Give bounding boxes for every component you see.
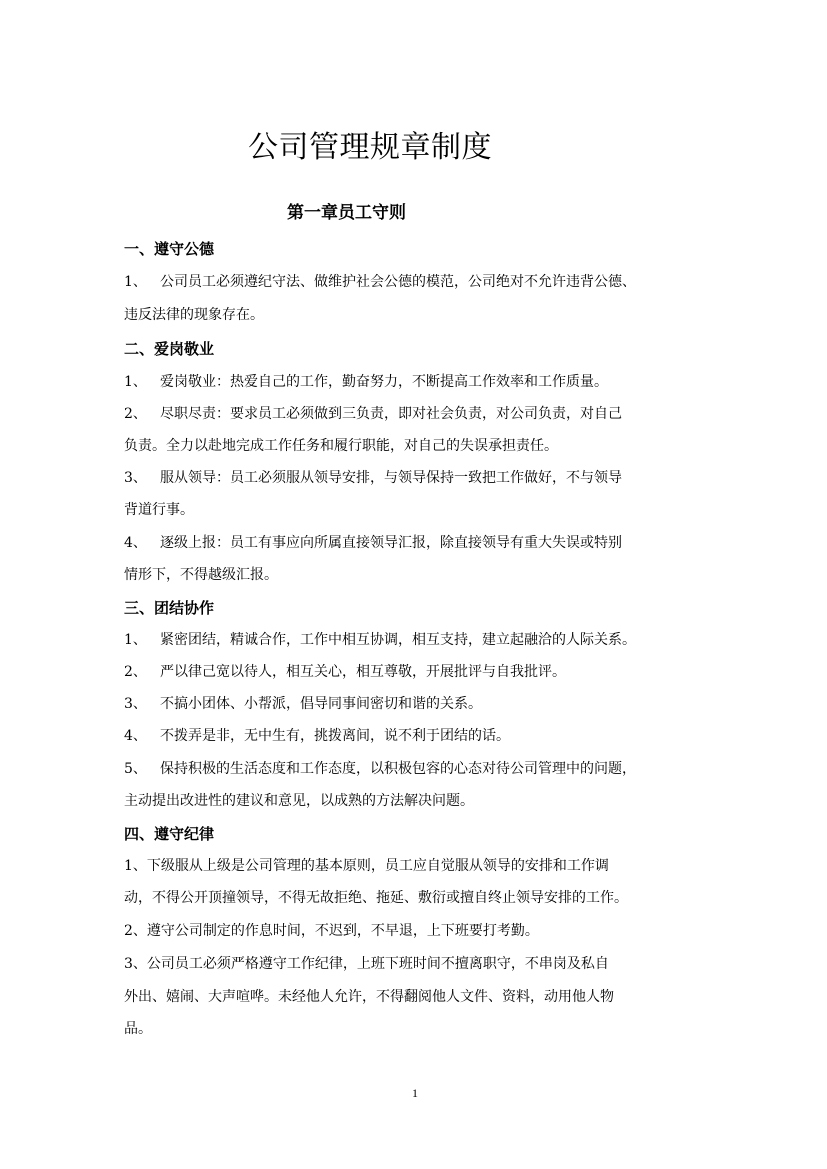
item-number: 1、 <box>124 632 147 648</box>
item-number: 3、 <box>124 470 147 486</box>
item-number: 5、 <box>124 761 147 777</box>
section-heading: 二、爱岗敬业 <box>124 340 215 358</box>
item-text: 服从领导：员工必须服从领导安排，与领导保持一致把工作做好，不与领导 <box>160 470 622 486</box>
item-text: 公司员工必须遵纪守法、做维护社会公德的模范，公司绝对不允许违背公德、 <box>160 274 636 290</box>
paragraph-line <box>124 757 706 781</box>
paragraph-line: 外出、嬉闹、大声喧哗。未经他人允许，不得翻阅他人文件、资料，动用他人物 <box>124 989 614 1005</box>
item-number: 4、 <box>124 535 147 551</box>
item-text: 尽职尽责：要求员工必须做到三负责，即对社会负责，对公司负责，对自己 <box>160 406 622 422</box>
paragraph-line: 情形下，不得越级汇报。 <box>124 567 278 583</box>
item-text: 爱岗敬业：热爱自己的工作，勤奋努力，不断提高工作效率和工作质量。 <box>160 374 608 390</box>
paragraph-line: 品。 <box>124 1021 152 1037</box>
item-text: 不拨弄是非，无中生有，挑拨离间，说不利于团结的话。 <box>160 728 510 744</box>
item-number: 2、 <box>124 406 147 422</box>
paragraph-line: 动，不得公开顶撞领导，不得无故拒绝、拖延、敷衍或擅自终止领导安排的工作。 <box>124 890 628 906</box>
item-text: 公司员工必须严格遵守工作纪律，上班下班时间不擅离职守，不串岗及私自 <box>146 956 609 972</box>
item-number: 4、 <box>124 728 147 744</box>
item-text: 下级服从上级是公司管理的基本原则，员工应自觉服从领导的安排和工作调 <box>146 858 609 874</box>
paragraph-line: 负责。全力以赴地完成工作任务和履行职能，对自己的失误承担责任。 <box>124 438 558 454</box>
item-number: 1、 <box>124 858 147 874</box>
section-heading: 一、遵守公德 <box>124 240 215 258</box>
chapter-title: 第一章员工守则 <box>287 203 406 223</box>
item-number: 1、 <box>124 374 147 390</box>
item-number: 3、 <box>124 696 147 712</box>
paragraph-line: 背道行事。 <box>124 502 194 518</box>
paragraph-line <box>124 270 706 294</box>
paragraph-line <box>124 628 706 652</box>
paragraph-line <box>124 370 706 394</box>
item-text: 严以律己宽以待人，相互关心，相互尊敬，开展批评与自我批评。 <box>160 664 566 680</box>
paragraph-line <box>124 854 706 878</box>
item-text: 紧密团结，精诚合作，工作中相互协调，相互支持，建立起融洽的人际关系。 <box>160 632 636 648</box>
section-heading: 三、团结协作 <box>124 599 215 617</box>
paragraph-line: 主动提出改进性的建议和意见，以成熟的方法解决问题。 <box>124 793 474 809</box>
paragraph-line <box>124 531 706 555</box>
section-heading: 四、遵守纪律 <box>124 825 215 843</box>
item-number: 2、 <box>124 923 147 939</box>
paragraph-line <box>124 466 706 490</box>
paragraph-line <box>124 724 706 748</box>
paragraph-line <box>124 660 706 684</box>
paragraph-line: 违反法律的现象存在。 <box>124 307 264 323</box>
page-number: 1 <box>412 1086 418 1100</box>
paragraph-line <box>124 952 706 976</box>
item-number: 1、 <box>124 274 147 290</box>
item-text: 逐级上报：员工有事应向所属直接领导汇报，除直接领导有重大失误或特别 <box>160 535 622 551</box>
paragraph-line <box>124 692 706 716</box>
item-number: 2、 <box>124 664 147 680</box>
paragraph-line <box>124 919 706 943</box>
document-title: 公司管理规章制度 <box>248 130 492 165</box>
paragraph-line <box>124 402 706 426</box>
item-text: 遵守公司制定的作息时间，不迟到，不早退，上下班要打考勤。 <box>146 923 539 939</box>
item-number: 3、 <box>124 956 147 972</box>
item-text: 不搞小团体、小帮派，倡导同事间密切和谐的关系。 <box>160 696 482 712</box>
item-text: 保持积极的生活态度和工作态度，以积极包容的心态对待公司管理中的问题， <box>160 761 636 777</box>
